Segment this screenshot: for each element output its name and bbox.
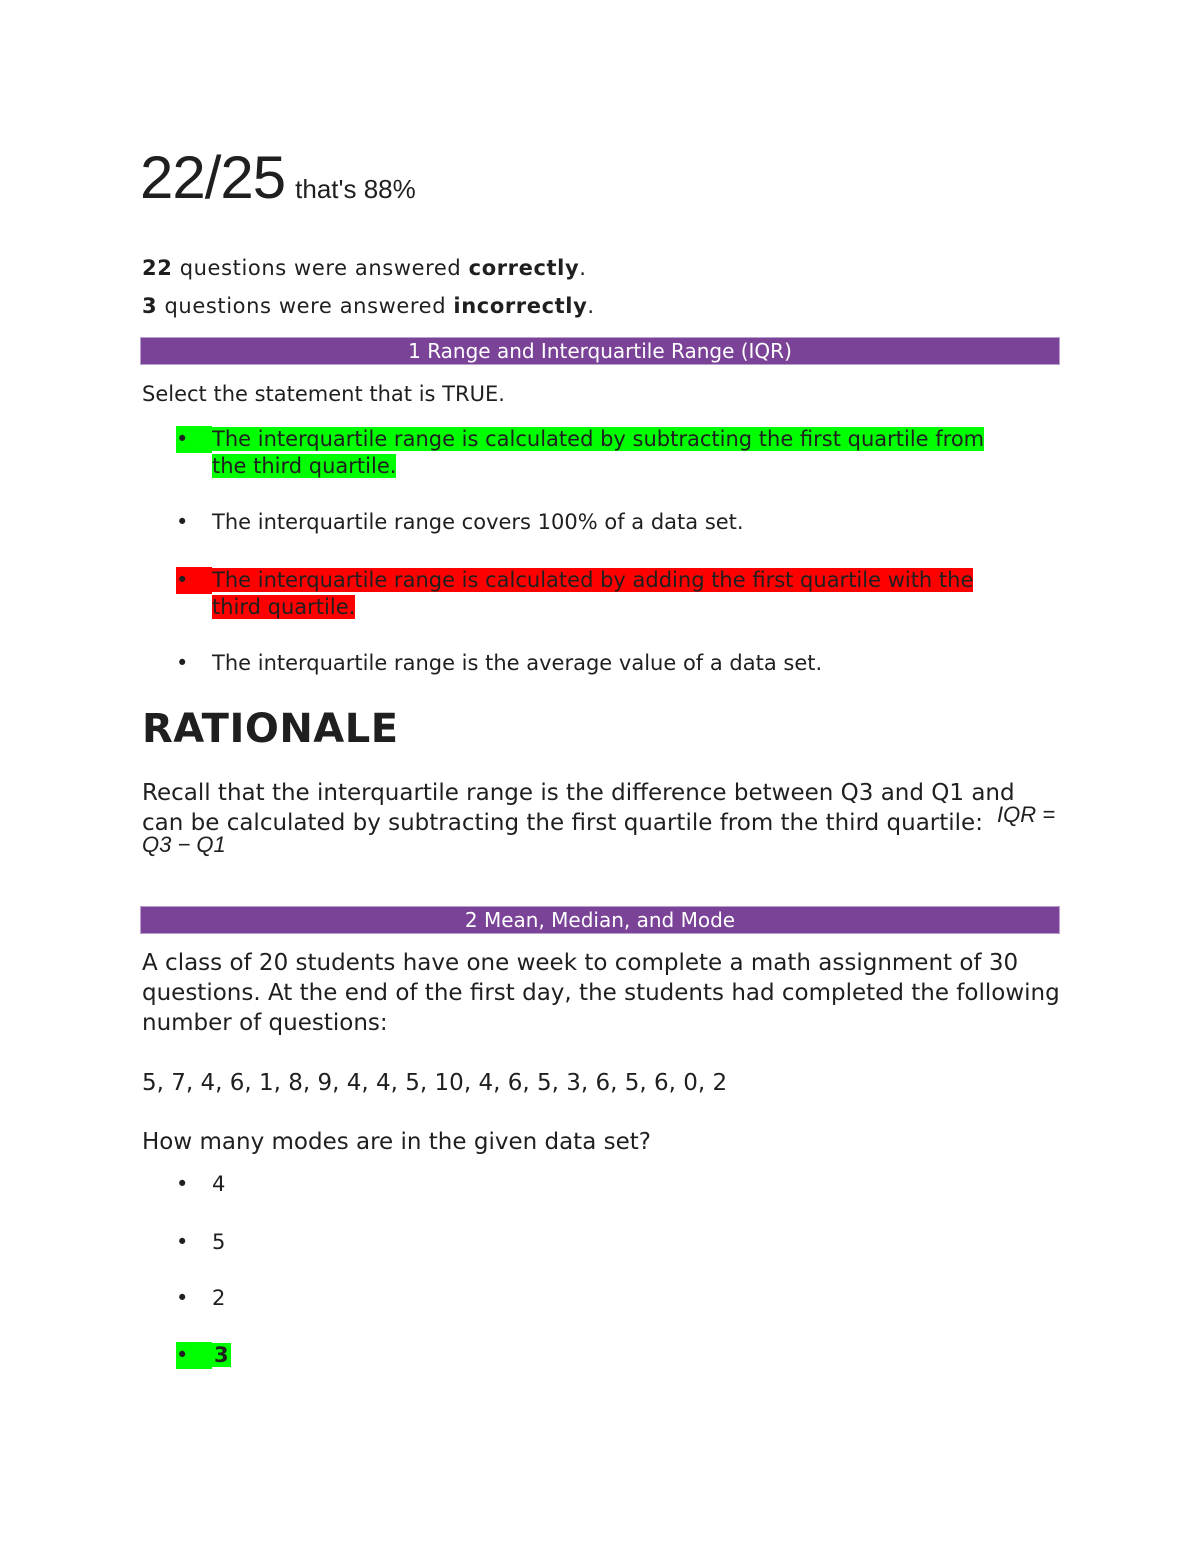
question-1-prompt: Select the statement that is TRUE. xyxy=(142,382,505,406)
bullet-icon: • xyxy=(176,510,189,534)
question-2-option-4[interactable] xyxy=(176,1342,1056,1370)
question-1-header: 1 Range and Interquartile Range (IQR) xyxy=(140,337,1060,365)
question-1-option-4[interactable] xyxy=(176,650,1056,678)
question-2-intro: A class of 20 students have one week to complete a math assignment of 30 questions. At the end of the first day, the students had completed the following number of questions: xyxy=(142,950,1060,1036)
correct-summary-text: questions were answered xyxy=(172,256,469,280)
question-2-option-3[interactable] xyxy=(176,1285,1056,1313)
score-percent: that's 88% xyxy=(295,174,416,204)
bullet-icon: • xyxy=(176,651,189,675)
period: . xyxy=(579,256,587,280)
question-2-option-1[interactable] xyxy=(176,1171,1056,1199)
question-2-data: 5, 7, 4, 6, 1, 8, 9, 4, 4, 5, 10, 4, 6, 5, 3, 6, 5, 6, 0, 2 xyxy=(142,1070,728,1096)
bullet-icon: • xyxy=(176,1342,212,1369)
bullet-icon: • xyxy=(176,426,212,453)
question-2-prompt: How many modes are in the given data set? xyxy=(142,1129,651,1155)
option-text: 4 xyxy=(212,1172,226,1196)
score-heading xyxy=(140,143,416,212)
correct-summary xyxy=(142,256,587,280)
correct-count: 22 xyxy=(142,256,173,280)
bullet-icon: • xyxy=(176,567,212,594)
option-text-incorrect: The interquartile range is calculated by adding the first quartile with the third quartile. xyxy=(212,568,974,619)
rationale-heading: RATIONALE xyxy=(142,706,399,752)
option-text: The interquartile range is the average value of a data set. xyxy=(212,651,823,675)
question-2-header: 2 Mean, Median, and Mode xyxy=(140,906,1060,934)
option-text: The interquartile range covers 100% of a data set. xyxy=(212,510,744,534)
period: . xyxy=(587,294,595,318)
bullet-icon: • xyxy=(176,1230,189,1254)
incorrect-word: incorrectly xyxy=(453,294,588,318)
option-text: 5 xyxy=(212,1230,226,1254)
correct-word: correctly xyxy=(468,256,580,280)
incorrect-summary-text: questions were answered xyxy=(157,294,454,318)
question-1-option-3[interactable] xyxy=(176,567,1056,623)
option-text-correct: The interquartile range is calculated by subtracting the first quartile from the third quartile. xyxy=(212,427,985,478)
incorrect-count: 3 xyxy=(142,294,158,318)
option-text: 2 xyxy=(212,1286,226,1310)
bullet-icon: • xyxy=(176,1172,189,1196)
rationale-text: Recall that the interquartile range is the difference between Q3 and Q1 and can be calculated by subtracting the first quartile from the third quartile: xyxy=(142,780,1015,836)
bullet-icon: • xyxy=(176,1286,189,1310)
score-fraction: 22/25 xyxy=(140,144,286,211)
rationale-body xyxy=(142,778,1062,868)
question-1-option-2[interactable] xyxy=(176,509,1056,537)
question-1-option-1[interactable] xyxy=(176,426,1056,482)
iqr-formula: IQR = Q3 − Q1 xyxy=(142,802,1056,857)
question-2-option-2[interactable] xyxy=(176,1229,1056,1257)
option-text-correct: 3 xyxy=(214,1343,229,1367)
incorrect-summary xyxy=(142,294,595,318)
